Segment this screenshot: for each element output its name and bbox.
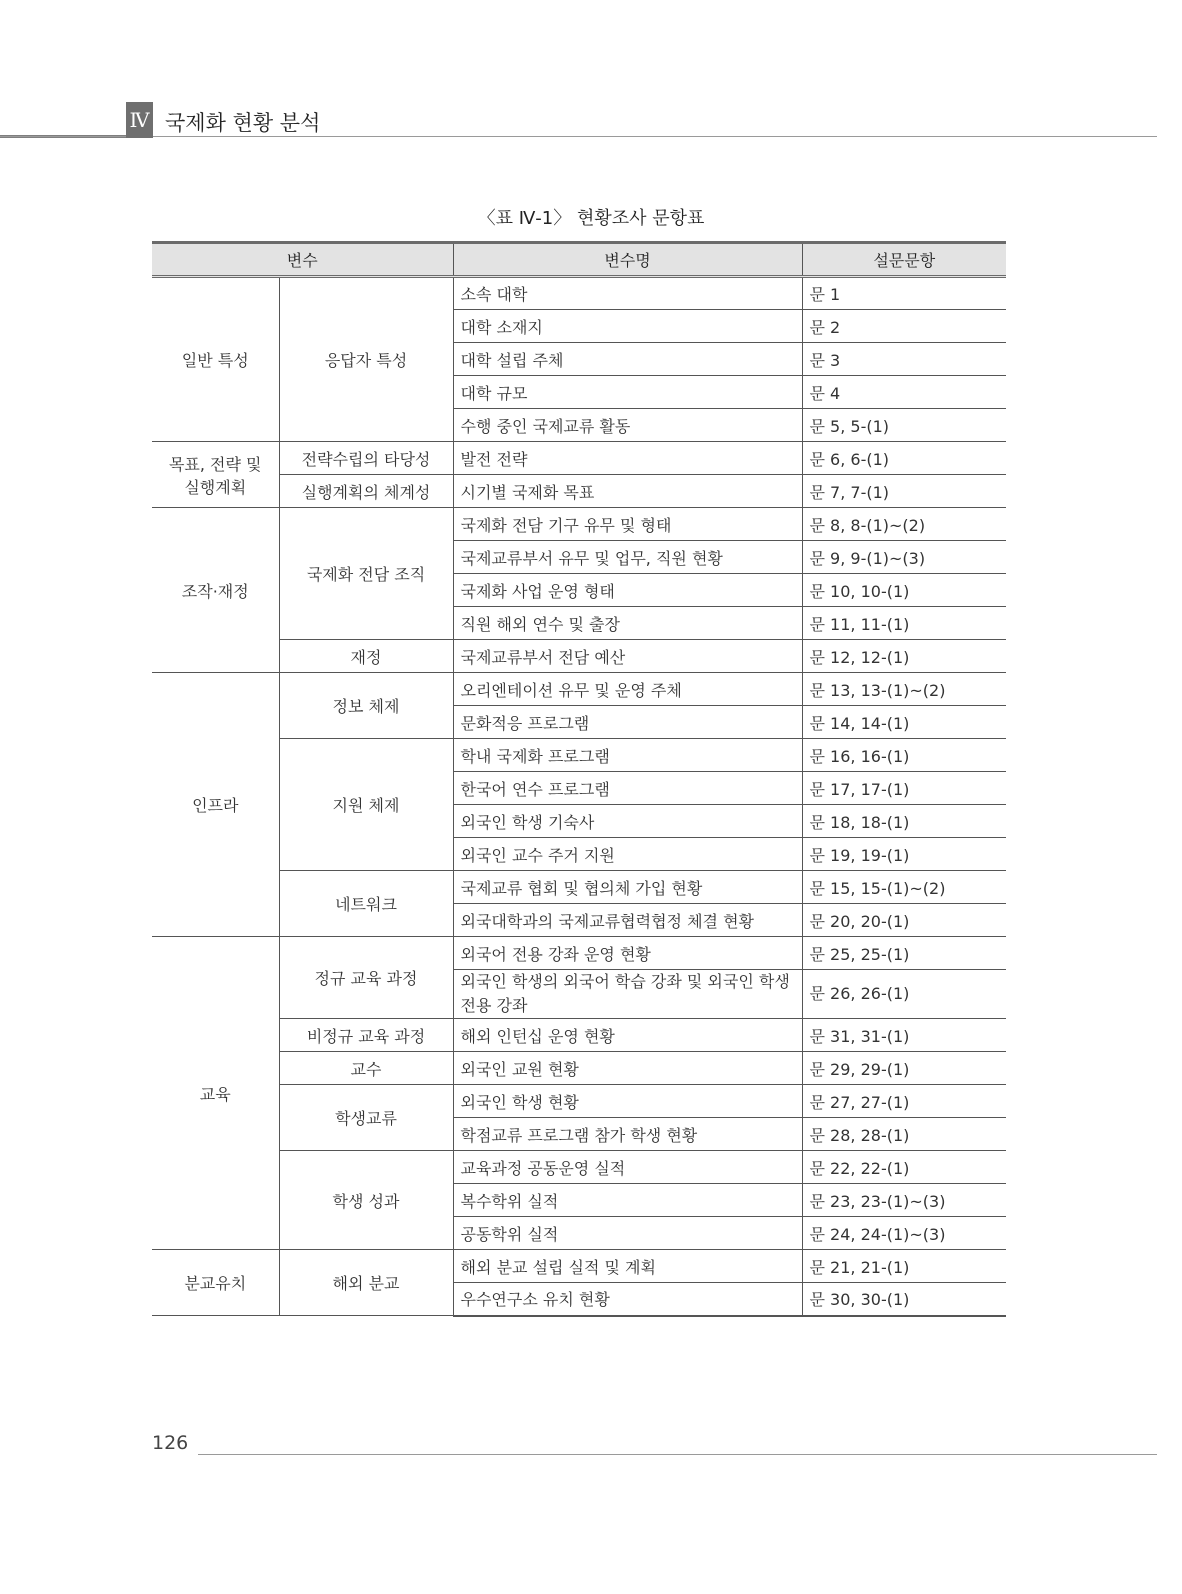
variable-name-cell: 외국인 교원 현황	[453, 1052, 802, 1085]
variable-name-cell: 우수연구소 유치 현황	[453, 1283, 802, 1316]
subcategory-cell: 실행계획의 체계성	[279, 475, 453, 508]
survey-item-cell: 문 29, 29-(1)	[802, 1052, 1006, 1085]
table-row	[152, 871, 1006, 904]
table-row	[152, 673, 1006, 706]
survey-item-cell: 문 8, 8-(1)~(2)	[802, 508, 1006, 541]
subcategory-cell: 응답자 특성	[279, 277, 453, 442]
survey-item-cell: 문 15, 15-(1)~(2)	[802, 871, 1006, 904]
table-row	[152, 475, 1006, 508]
survey-item-cell: 문 17, 17-(1)	[802, 772, 1006, 805]
header-variable-name: 변수명	[453, 243, 802, 277]
subcategory-cell: 국제화 전담 조직	[279, 508, 453, 640]
table-row	[152, 1250, 1006, 1283]
variable-name-cell: 국제교류부서 전담 예산	[453, 640, 802, 673]
survey-item-table	[152, 241, 1006, 1317]
variable-name-cell: 대학 규모	[453, 376, 802, 409]
variable-name-cell: 문화적응 프로그램	[453, 706, 802, 739]
survey-item-cell: 문 21, 21-(1)	[802, 1250, 1006, 1283]
chapter-title: 국제화 현황 분석	[165, 111, 321, 135]
table-row	[152, 739, 1006, 772]
subcategory-cell: 지원 체제	[279, 739, 453, 871]
variable-name-cell: 공동학위 실적	[453, 1217, 802, 1250]
variable-name-cell: 복수학위 실적	[453, 1184, 802, 1217]
table-row	[152, 937, 1006, 970]
variable-name-cell: 국제화 전담 기구 유무 및 형태	[453, 508, 802, 541]
header-variable: 변수	[152, 243, 453, 277]
survey-item-cell: 문 31, 31-(1)	[802, 1019, 1006, 1052]
survey-item-cell: 문 7, 7-(1)	[802, 475, 1006, 508]
category-cell: 분교유치	[152, 1250, 279, 1316]
chapter-number-badge: Ⅳ	[126, 102, 153, 138]
survey-item-cell: 문 9, 9-(1)~(3)	[802, 541, 1006, 574]
survey-item-cell: 문 6, 6-(1)	[802, 442, 1006, 475]
category-cell: 목표, 전략 및 실행계획	[152, 442, 279, 508]
survey-item-cell: 문 1	[802, 277, 1006, 310]
header-survey-item: 설문문항	[802, 243, 1006, 277]
survey-item-cell: 문 28, 28-(1)	[802, 1118, 1006, 1151]
variable-name-cell: 교육과정 공동운영 실적	[453, 1151, 802, 1184]
survey-item-cell: 문 25, 25-(1)	[802, 937, 1006, 970]
subcategory-cell: 비정규 교육 과정	[279, 1019, 453, 1052]
variable-name-cell: 대학 소재지	[453, 310, 802, 343]
chapter-header	[0, 102, 1157, 138]
variable-name-cell: 국제화 사업 운영 형태	[453, 574, 802, 607]
subcategory-cell: 해외 분교	[279, 1250, 453, 1316]
variable-name-cell: 외국인 학생의 외국어 학습 강좌 및 외국인 학생 전용 강좌	[453, 970, 802, 1019]
page-footer	[0, 1428, 1157, 1458]
table-row	[152, 277, 1006, 310]
survey-item-cell: 문 10, 10-(1)	[802, 574, 1006, 607]
variable-name-cell: 학점교류 프로그램 참가 학생 현황	[453, 1118, 802, 1151]
subcategory-cell: 학생 성과	[279, 1151, 453, 1250]
survey-item-cell: 문 18, 18-(1)	[802, 805, 1006, 838]
survey-item-cell: 문 27, 27-(1)	[802, 1085, 1006, 1118]
category-cell: 교육	[152, 937, 279, 1250]
table-row	[152, 1019, 1006, 1052]
survey-item-cell: 문 26, 26-(1)	[802, 970, 1006, 1019]
variable-name-cell: 한국어 연수 프로그램	[453, 772, 802, 805]
table-header-row	[152, 243, 1006, 277]
category-cell: 조작·재정	[152, 508, 279, 673]
variable-name-cell: 국제교류 협회 및 협의체 가입 현황	[453, 871, 802, 904]
variable-name-cell: 수행 중인 국제교류 활동	[453, 409, 802, 442]
variable-name-cell: 대학 설립 주체	[453, 343, 802, 376]
variable-name-cell: 외국인 학생 현황	[453, 1085, 802, 1118]
survey-item-cell: 문 11, 11-(1)	[802, 607, 1006, 640]
survey-item-cell: 문 20, 20-(1)	[802, 904, 1006, 937]
survey-item-cell: 문 13, 13-(1)~(2)	[802, 673, 1006, 706]
table-row	[152, 508, 1006, 541]
variable-name-cell: 외국인 학생 기숙사	[453, 805, 802, 838]
survey-item-cell: 문 12, 12-(1)	[802, 640, 1006, 673]
survey-item-cell: 문 24, 24-(1)~(3)	[802, 1217, 1006, 1250]
variable-name-cell: 해외 분교 설립 실적 및 계획	[453, 1250, 802, 1283]
survey-item-cell: 문 3	[802, 343, 1006, 376]
subcategory-cell: 전략수립의 타당성	[279, 442, 453, 475]
subcategory-cell: 교수	[279, 1052, 453, 1085]
subcategory-cell: 정규 교육 과정	[279, 937, 453, 1019]
subcategory-cell: 재정	[279, 640, 453, 673]
category-cell: 일반 특성	[152, 277, 279, 442]
table-caption: 〈표 Ⅳ-1〉 현황조사 문항표	[477, 208, 705, 229]
page-number: 126	[152, 1432, 189, 1454]
survey-item-cell: 문 14, 14-(1)	[802, 706, 1006, 739]
survey-item-cell: 문 22, 22-(1)	[802, 1151, 1006, 1184]
subcategory-cell: 네트워크	[279, 871, 453, 937]
variable-name-cell: 소속 대학	[453, 277, 802, 310]
survey-item-cell: 문 30, 30-(1)	[802, 1283, 1006, 1316]
variable-name-cell: 해외 인턴십 운영 현황	[453, 1019, 802, 1052]
variable-name-cell: 외국인 교수 주거 지원	[453, 838, 802, 871]
variable-name-cell: 외국대학과의 국제교류협력협정 체결 현황	[453, 904, 802, 937]
variable-name-cell: 시기별 국제화 목표	[453, 475, 802, 508]
variable-name-cell: 국제교류부서 유무 및 업무, 직원 현황	[453, 541, 802, 574]
subcategory-cell: 정보 체제	[279, 673, 453, 739]
survey-item-cell: 문 2	[802, 310, 1006, 343]
table-row	[152, 442, 1006, 475]
table-body	[152, 277, 1006, 1316]
variable-name-cell: 직원 해외 연수 및 출장	[453, 607, 802, 640]
table-row	[152, 1052, 1006, 1085]
survey-item-cell: 문 5, 5-(1)	[802, 409, 1006, 442]
survey-item-cell: 문 19, 19-(1)	[802, 838, 1006, 871]
subcategory-cell: 학생교류	[279, 1085, 453, 1151]
variable-name-cell: 발전 전략	[453, 442, 802, 475]
table-row	[152, 1151, 1006, 1184]
variable-name-cell: 오리엔테이션 유무 및 운영 주체	[453, 673, 802, 706]
variable-name-cell: 외국어 전용 강좌 운영 현황	[453, 937, 802, 970]
table-row	[152, 1085, 1006, 1118]
survey-item-cell: 문 16, 16-(1)	[802, 739, 1006, 772]
survey-item-cell: 문 23, 23-(1)~(3)	[802, 1184, 1006, 1217]
footer-rule	[198, 1454, 1157, 1455]
survey-item-cell: 문 4	[802, 376, 1006, 409]
table-row	[152, 640, 1006, 673]
category-cell: 인프라	[152, 673, 279, 937]
variable-name-cell: 학내 국제화 프로그램	[453, 739, 802, 772]
